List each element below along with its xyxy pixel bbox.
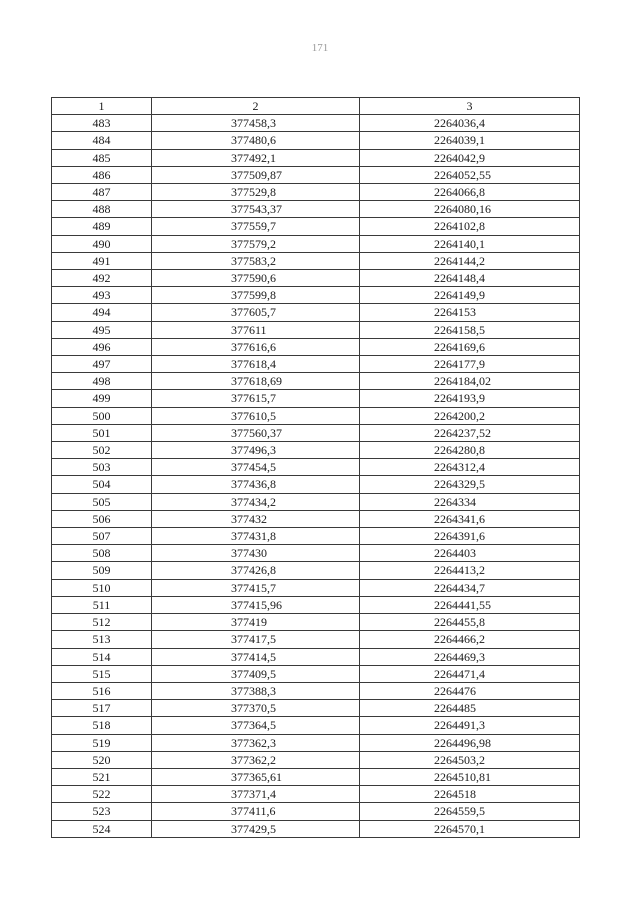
point-number-cell: 507	[52, 528, 152, 545]
point-number-cell: 492	[52, 270, 152, 287]
x-coordinate-cell: 377610,5	[152, 407, 360, 424]
table-row	[52, 717, 580, 734]
table-row	[52, 476, 580, 493]
point-number-cell: 519	[52, 734, 152, 751]
table-row	[52, 596, 580, 613]
point-number-cell: 517	[52, 700, 152, 717]
table-row	[52, 218, 580, 235]
table-row	[52, 734, 580, 751]
y-coordinate-cell: 2264153	[360, 304, 580, 321]
point-number-cell: 495	[52, 321, 152, 338]
x-coordinate-cell: 377618,69	[152, 373, 360, 390]
x-coordinate-cell: 377419	[152, 614, 360, 631]
y-coordinate-cell: 2264441,55	[360, 596, 580, 613]
page-number: 171	[311, 42, 329, 54]
point-number-cell: 493	[52, 287, 152, 304]
point-number-cell: 515	[52, 665, 152, 682]
point-number-cell: 488	[52, 201, 152, 218]
y-coordinate-cell: 2264169,6	[360, 338, 580, 355]
x-coordinate-cell: 377618,4	[152, 356, 360, 373]
x-coordinate-cell: 377414,5	[152, 648, 360, 665]
table-row	[52, 356, 580, 373]
x-coordinate-cell: 377432	[152, 510, 360, 527]
x-coordinate-cell: 377480,6	[152, 132, 360, 149]
table-row	[52, 287, 580, 304]
y-coordinate-cell: 2264413,2	[360, 562, 580, 579]
y-coordinate-cell: 2264042,9	[360, 149, 580, 166]
point-number-cell: 500	[52, 407, 152, 424]
x-coordinate-cell: 377492,1	[152, 149, 360, 166]
y-coordinate-cell: 2264559,5	[360, 803, 580, 820]
y-coordinate-cell: 2264341,6	[360, 510, 580, 527]
point-number-cell: 501	[52, 424, 152, 441]
x-coordinate-cell: 377415,96	[152, 596, 360, 613]
x-coordinate-cell: 377615,7	[152, 390, 360, 407]
table-row	[52, 768, 580, 785]
point-number-cell: 509	[52, 562, 152, 579]
table-row	[52, 304, 580, 321]
table-row	[52, 321, 580, 338]
y-coordinate-cell: 2264329,5	[360, 476, 580, 493]
y-coordinate-cell: 2264039,1	[360, 132, 580, 149]
x-coordinate-cell: 377436,8	[152, 476, 360, 493]
point-number-cell: 494	[52, 304, 152, 321]
x-coordinate-cell: 377543,37	[152, 201, 360, 218]
x-coordinate-cell: 377454,5	[152, 459, 360, 476]
table-row	[52, 579, 580, 596]
table-row	[52, 115, 580, 132]
coordinates-table	[51, 97, 580, 838]
y-coordinate-cell: 2264476	[360, 682, 580, 699]
table-row	[52, 252, 580, 269]
table-row	[52, 270, 580, 287]
x-coordinate-cell: 377434,2	[152, 493, 360, 510]
y-coordinate-cell: 2264036,4	[360, 115, 580, 132]
point-number-cell: 521	[52, 768, 152, 785]
point-number-cell: 504	[52, 476, 152, 493]
x-coordinate-cell: 377415,7	[152, 579, 360, 596]
y-coordinate-cell: 2264052,55	[360, 166, 580, 183]
point-number-cell: 512	[52, 614, 152, 631]
x-coordinate-cell: 377529,8	[152, 184, 360, 201]
x-coordinate-cell: 377616,6	[152, 338, 360, 355]
point-number-cell: 508	[52, 545, 152, 562]
y-coordinate-cell: 2264455,8	[360, 614, 580, 631]
x-coordinate-cell: 377611	[152, 321, 360, 338]
y-coordinate-cell: 2264149,9	[360, 287, 580, 304]
table-row	[52, 235, 580, 252]
table-row	[52, 407, 580, 424]
x-coordinate-cell: 377371,4	[152, 786, 360, 803]
table-row	[52, 528, 580, 545]
table-row	[52, 373, 580, 390]
y-coordinate-cell: 2264391,6	[360, 528, 580, 545]
y-coordinate-cell: 2264503,2	[360, 751, 580, 768]
table-row	[52, 803, 580, 820]
table-row	[52, 700, 580, 717]
y-coordinate-cell: 2264510,81	[360, 768, 580, 785]
x-coordinate-cell: 377559,7	[152, 218, 360, 235]
point-number-cell: 523	[52, 803, 152, 820]
x-coordinate-cell: 377409,5	[152, 665, 360, 682]
table-row	[52, 786, 580, 803]
x-coordinate-cell: 377599,8	[152, 287, 360, 304]
x-coordinate-cell: 377370,5	[152, 700, 360, 717]
point-number-cell: 520	[52, 751, 152, 768]
point-number-cell: 484	[52, 132, 152, 149]
y-coordinate-cell: 2264200,2	[360, 407, 580, 424]
point-number-cell: 498	[52, 373, 152, 390]
x-coordinate-cell: 377362,3	[152, 734, 360, 751]
y-coordinate-cell: 2264471,4	[360, 665, 580, 682]
point-number-cell: 506	[52, 510, 152, 527]
y-coordinate-cell: 2264496,98	[360, 734, 580, 751]
x-coordinate-cell: 377426,8	[152, 562, 360, 579]
point-number-cell: 483	[52, 115, 152, 132]
x-coordinate-cell: 377430	[152, 545, 360, 562]
point-number-cell: 513	[52, 631, 152, 648]
point-number-cell: 499	[52, 390, 152, 407]
point-number-cell: 514	[52, 648, 152, 665]
y-coordinate-cell: 2264434,7	[360, 579, 580, 596]
table-row	[52, 648, 580, 665]
y-coordinate-cell: 2264491,3	[360, 717, 580, 734]
y-coordinate-cell: 2264469,3	[360, 648, 580, 665]
y-coordinate-cell: 2264280,8	[360, 442, 580, 459]
y-coordinate-cell: 2264518	[360, 786, 580, 803]
y-coordinate-cell: 2264080,16	[360, 201, 580, 218]
y-coordinate-cell: 2264066,8	[360, 184, 580, 201]
x-coordinate-cell: 377429,5	[152, 820, 360, 837]
point-number-cell: 489	[52, 218, 152, 235]
y-coordinate-cell: 2264184,02	[360, 373, 580, 390]
table-row	[52, 545, 580, 562]
point-number-cell: 502	[52, 442, 152, 459]
point-number-cell: 522	[52, 786, 152, 803]
point-number-cell: 510	[52, 579, 152, 596]
point-number-cell: 485	[52, 149, 152, 166]
point-number-cell: 497	[52, 356, 152, 373]
x-coordinate-cell: 377605,7	[152, 304, 360, 321]
table-header-row	[52, 98, 580, 115]
table-body	[52, 115, 580, 838]
y-coordinate-cell: 2264312,4	[360, 459, 580, 476]
y-coordinate-cell: 2264148,4	[360, 270, 580, 287]
x-coordinate-cell: 377411,6	[152, 803, 360, 820]
y-coordinate-cell: 2264140,1	[360, 235, 580, 252]
table-row	[52, 149, 580, 166]
x-coordinate-cell: 377590,6	[152, 270, 360, 287]
column-header-2: 2	[152, 98, 360, 115]
point-number-cell: 511	[52, 596, 152, 613]
x-coordinate-cell: 377417,5	[152, 631, 360, 648]
y-coordinate-cell: 2264102,8	[360, 218, 580, 235]
table-row	[52, 132, 580, 149]
table-row	[52, 510, 580, 527]
point-number-cell: 516	[52, 682, 152, 699]
y-coordinate-cell: 2264144,2	[360, 252, 580, 269]
column-header-3: 3	[360, 98, 580, 115]
x-coordinate-cell: 377560,37	[152, 424, 360, 441]
y-coordinate-cell: 2264158,5	[360, 321, 580, 338]
table-row	[52, 201, 580, 218]
table-row	[52, 184, 580, 201]
table-row	[52, 665, 580, 682]
point-number-cell: 496	[52, 338, 152, 355]
x-coordinate-cell: 377431,8	[152, 528, 360, 545]
x-coordinate-cell: 377509,87	[152, 166, 360, 183]
table-row	[52, 424, 580, 441]
y-coordinate-cell: 2264485	[360, 700, 580, 717]
table-row	[52, 166, 580, 183]
point-number-cell: 491	[52, 252, 152, 269]
table-row	[52, 562, 580, 579]
point-number-cell: 487	[52, 184, 152, 201]
x-coordinate-cell: 377583,2	[152, 252, 360, 269]
table-row	[52, 338, 580, 355]
table-row	[52, 631, 580, 648]
table-row	[52, 751, 580, 768]
point-number-cell: 524	[52, 820, 152, 837]
y-coordinate-cell: 2264237,52	[360, 424, 580, 441]
x-coordinate-cell: 377365,61	[152, 768, 360, 785]
x-coordinate-cell: 377362,2	[152, 751, 360, 768]
x-coordinate-cell: 377496,3	[152, 442, 360, 459]
x-coordinate-cell: 377388,3	[152, 682, 360, 699]
table-row	[52, 682, 580, 699]
table-row	[52, 459, 580, 476]
table-row	[52, 390, 580, 407]
column-header-1: 1	[52, 98, 152, 115]
point-number-cell: 490	[52, 235, 152, 252]
y-coordinate-cell: 2264334	[360, 493, 580, 510]
point-number-cell: 518	[52, 717, 152, 734]
x-coordinate-cell: 377458,3	[152, 115, 360, 132]
x-coordinate-cell: 377364,5	[152, 717, 360, 734]
y-coordinate-cell: 2264403	[360, 545, 580, 562]
y-coordinate-cell: 2264193,9	[360, 390, 580, 407]
y-coordinate-cell: 2264466,2	[360, 631, 580, 648]
table-row	[52, 820, 580, 837]
point-number-cell: 503	[52, 459, 152, 476]
point-number-cell: 486	[52, 166, 152, 183]
point-number-cell: 505	[52, 493, 152, 510]
x-coordinate-cell: 377579,2	[152, 235, 360, 252]
table-row	[52, 442, 580, 459]
y-coordinate-cell: 2264570,1	[360, 820, 580, 837]
table-row	[52, 614, 580, 631]
y-coordinate-cell: 2264177,9	[360, 356, 580, 373]
table-row	[52, 493, 580, 510]
